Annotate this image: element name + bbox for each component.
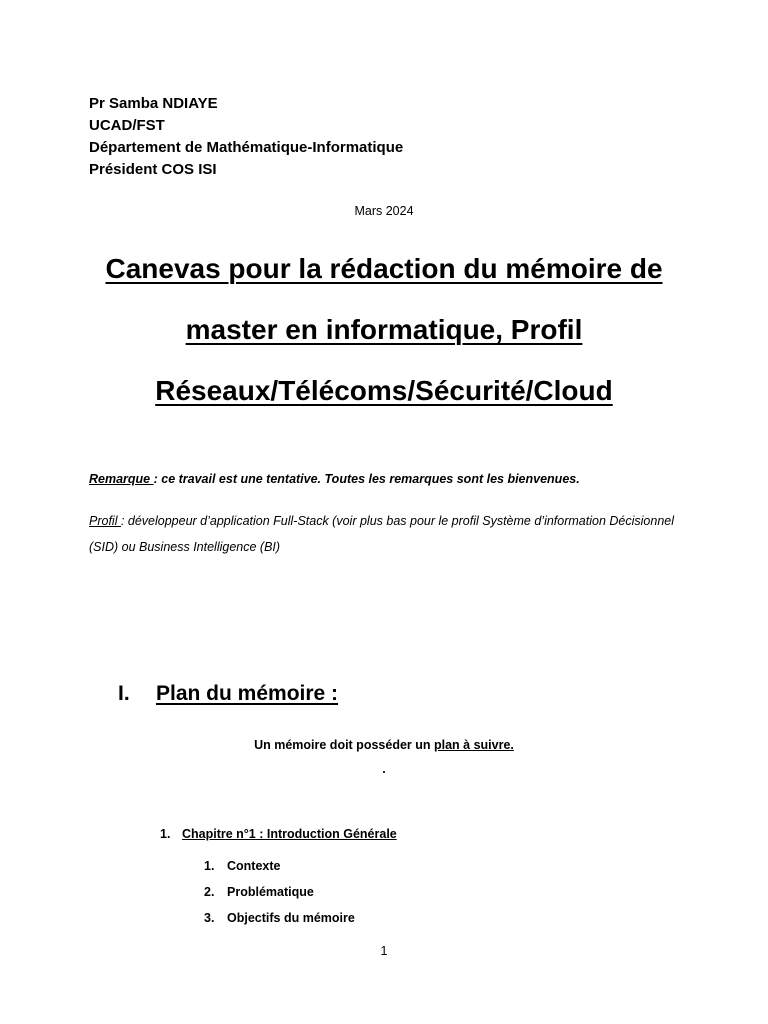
profil-label: Profil <box>89 514 121 528</box>
page-number: 1 <box>380 944 388 958</box>
remark-text: : ce travail est une tentative. Toutes les remarques sont les bienvenues. <box>153 472 580 486</box>
document-date: Mars 2024 <box>354 204 414 218</box>
section-number: I. <box>118 682 130 705</box>
section-title: Plan du mémoire : <box>156 682 339 705</box>
author-name: Pr Samba NDIAYE <box>89 95 218 112</box>
chapter-number: 1. <box>160 827 171 841</box>
plan-link[interactable]: plan à suivre. <box>433 738 514 752</box>
profil-text: : développeur d’application Full-Stack (voir plus bas pour le profil Système d’information Décisionnel (SID) ou Business Intelligence (BI) <box>89 514 675 554</box>
author-institution: UCAD/FST <box>89 117 165 134</box>
list-item-number: 1. <box>204 859 215 873</box>
list-item-label: Contexte <box>227 859 281 873</box>
list-item-number: 3. <box>204 911 215 925</box>
chapter-item <box>160 827 397 841</box>
list-item <box>204 879 355 905</box>
author-department: Département de Mathématique-Informatique <box>89 139 404 156</box>
document-title <box>60 238 708 421</box>
author-role: Président COS ISI <box>89 161 217 178</box>
separator-dot: . <box>382 762 386 776</box>
title-line-3: Réseaux/Télécoms/Sécurité/Cloud <box>155 375 613 406</box>
list-item-label: Objectifs du mémoire <box>227 911 355 925</box>
title-line-1: Canevas pour la rédaction du mémoire de <box>105 253 663 284</box>
chapter-title[interactable]: Chapitre n°1 : Introduction Générale <box>182 827 397 841</box>
list-item <box>204 853 355 879</box>
remark-paragraph <box>89 472 580 486</box>
list-item-label: Problématique <box>227 885 314 899</box>
section-heading <box>118 682 338 706</box>
profil-paragraph <box>89 508 679 560</box>
title-line-2: master en informatique, Profil <box>185 314 583 345</box>
author-block <box>89 93 403 181</box>
plan-sentence <box>0 738 768 752</box>
remark-label: Remarque <box>89 472 154 486</box>
list-item <box>204 905 355 931</box>
plan-sentence-prefix: Un mémoire doit posséder un <box>254 738 434 752</box>
chapter-sublist <box>204 853 355 931</box>
list-item-number: 2. <box>204 885 215 899</box>
